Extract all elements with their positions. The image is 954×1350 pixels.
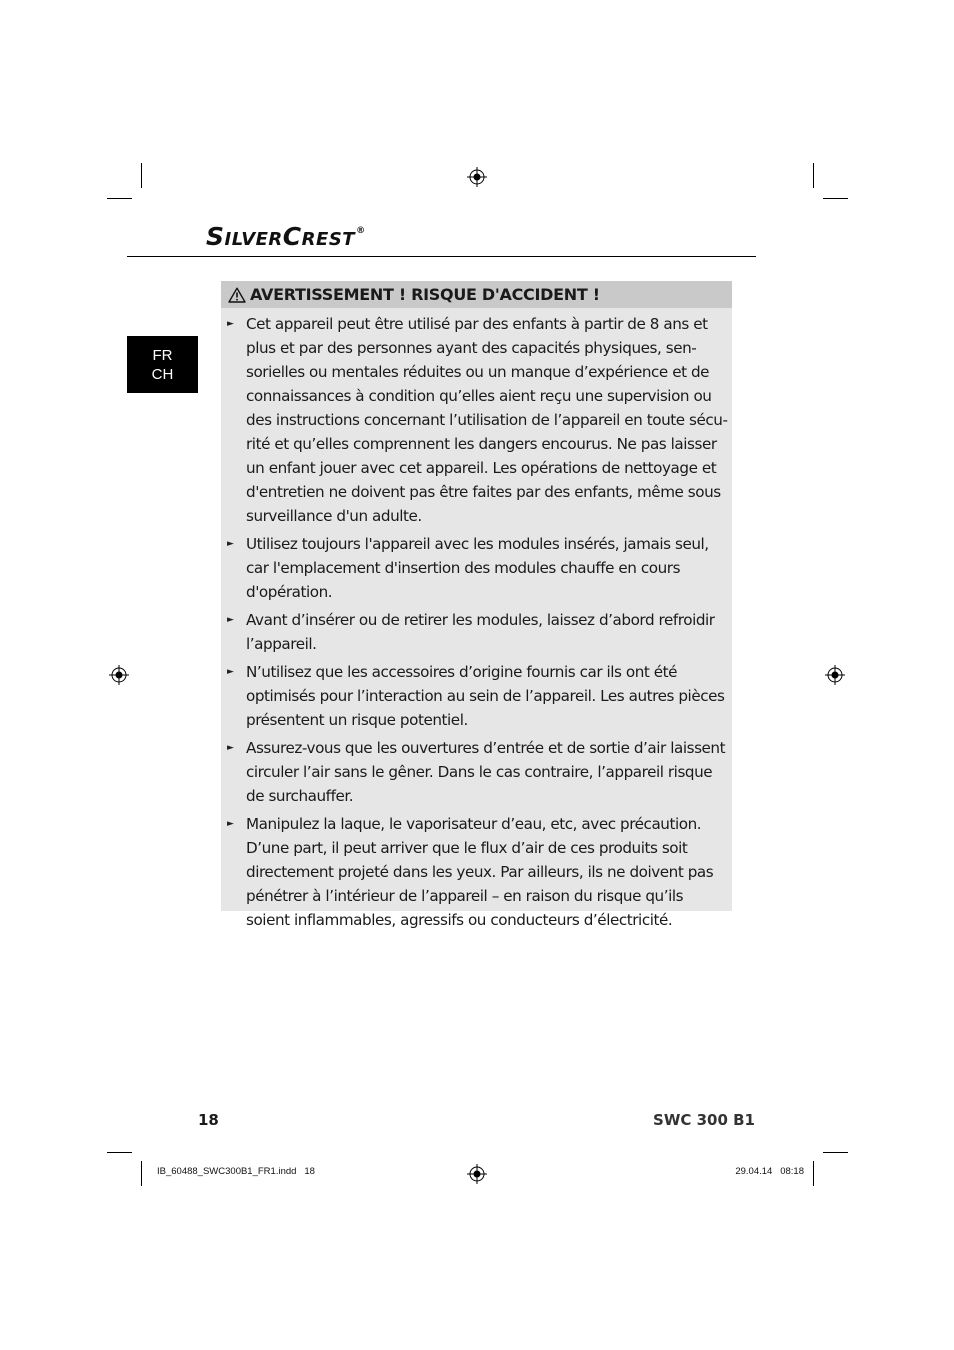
registration-mark-icon [467,1164,487,1184]
crop-mark [813,1161,814,1186]
bullet-arrow-icon: ► [227,319,234,329]
warning-box [221,281,732,929]
registration-mark-icon [467,167,487,187]
language-code: FR [152,346,173,364]
warning-list [221,308,732,932]
crop-mark [107,1152,132,1153]
registered-mark: ® [356,226,366,236]
list-item-text: Assurez-vous que les ouvertures d’entrée et de sortie d’air laissent circuler l’air sans le gêner. Dans le cas contraire, l’appareil risque de surchauffer. [246,739,726,805]
brand-logo [206,222,366,251]
language-code: CH [151,365,174,383]
language-tab [127,336,198,393]
slug-datetime: 29.04.14 08:18 [735,1166,804,1177]
bullet-arrow-icon: ► [227,667,234,677]
crop-mark [823,198,848,199]
warning-triangle-icon [228,287,246,303]
bullet-arrow-icon: ► [227,819,234,829]
logo-part: S [206,222,225,251]
list-item-text: Utilisez toujours l'appareil avec les modules insérés, jamais seul, car l'emplacement d'insertion des modules chauffe en cours d'opération. [246,535,709,601]
bullet-arrow-icon: ► [227,743,234,753]
list-item [221,608,732,656]
crop-mark [813,163,814,188]
header-divider [127,256,756,257]
list-item [221,312,732,528]
registration-mark-icon [109,665,129,685]
logo-part: C [282,222,302,251]
list-item [221,812,732,932]
logo-part: REST [301,229,356,250]
crop-mark [823,1152,848,1153]
crop-mark [107,198,132,199]
bullet-arrow-icon: ► [227,539,234,549]
list-item-text: Cet appareil peut être utilisé par des enfants à partir de 8 ans et plus et par des personnes ayant des capacités physiques, sen-sorielles ou mentales réduites ou un manque d’expérience et de connaissances à condition qu’elles aient reçu une supervision ou des instructions concernant l’utilisation de l’appareil en toute sécu-rité et qu’elles comprennent les dangers encourus. Ne pas laisser un enfant jouer avec cet appareil. Les opérations de nettoyage et d'entretien ne doivent pas être faites par des enfants, même sous surveillance d'un adulte. [246,315,728,525]
bullet-arrow-icon: ► [227,615,234,625]
list-item [221,532,732,604]
logo-part: ILVER [224,229,283,250]
warning-header [221,281,732,308]
page-number: 18 [198,1111,219,1129]
list-item [221,660,732,732]
list-item-text: Manipulez la laque, le vaporisateur d’eau, etc, avec précaution. D’une part, il peut arriver que le flux d’air de ces produits soit directement projeté dans les yeux. Par ailleurs, ils ne doivent pas pénétrer à l’intérieur de l’appareil – en raison du risque qu’ils soient inflammables, agressifs ou conducteurs d’électricité. [246,815,714,929]
warning-title: AVERTISSEMENT ! RISQUE D'ACCIDENT ! [250,285,600,304]
slug-filename: IB_60488_SWC300B1_FR1.indd 18 [157,1166,315,1177]
crop-mark [141,1161,142,1186]
crop-mark [141,163,142,188]
list-item [221,736,732,808]
list-item-text: N’utilisez que les accessoires d’origine fournis car ils ont été optimisés pour l’interaction au sein de l’appareil. Les autres pièces présentent un risque potentiel. [246,663,725,729]
list-item-text: Avant d’insérer ou de retirer les modules, laissez d’abord refroidir l’appareil. [246,611,715,653]
model-number: SWC 300 B1 [653,1111,755,1129]
registration-mark-icon [825,665,845,685]
